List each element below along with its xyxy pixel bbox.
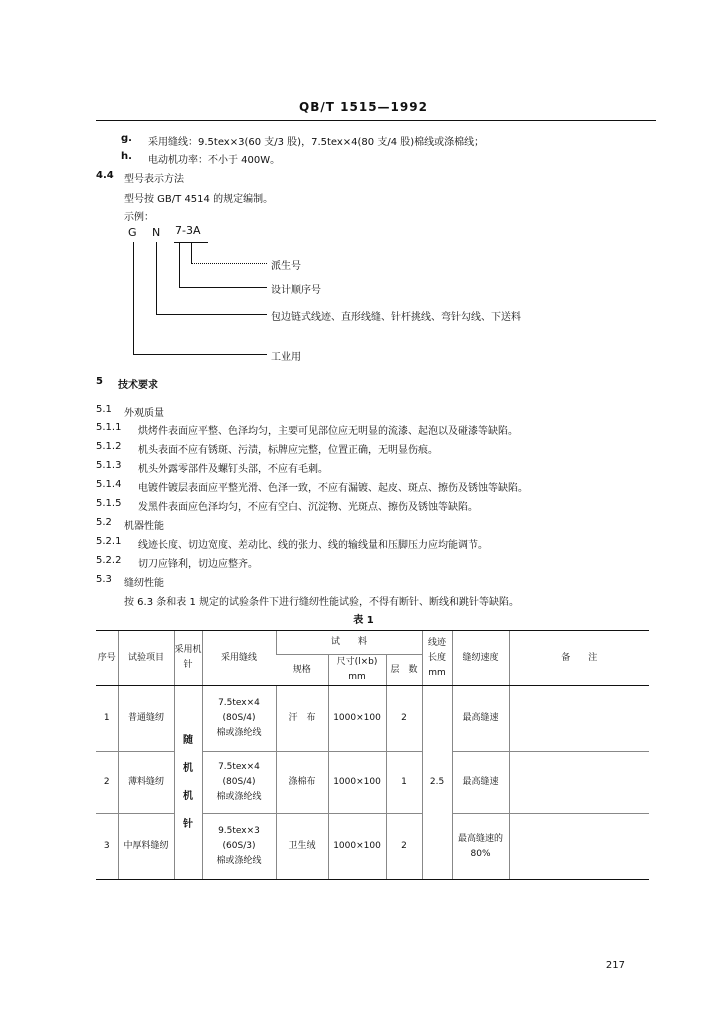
cell-remark [509, 814, 649, 880]
section-5-2-title: 机器性能 [124, 521, 164, 532]
connector-design-vertical [179, 243, 180, 287]
cell-item: 薄料缝纫 [118, 752, 174, 814]
cell-thread-line: 7.5tex×4 [218, 762, 260, 772]
header-spec: 规格 [276, 655, 328, 686]
header-thread: 采用缝线 [202, 631, 276, 686]
connector-stitch-horizontal [156, 314, 267, 315]
item-h-text: 电动机功率：不小于 400W。 [148, 155, 281, 166]
connector-industrial-horizontal [133, 354, 267, 355]
item-g-letter: g. [121, 133, 132, 144]
header-stitch-length [422, 631, 452, 686]
header-seq: 序号 [96, 631, 118, 686]
cell-thread-line: 棉或涤纶线 [216, 728, 262, 738]
page-number: 217 [605, 960, 625, 971]
cell-seq: 2 [96, 752, 118, 814]
section-4-4-number: 4.4 [96, 170, 114, 181]
cell-seq: 1 [96, 686, 118, 752]
section-5-title: 技术要求 [118, 380, 158, 391]
cell-speed-text: 最高缝速的80% [458, 833, 504, 859]
cell-speed: 最高缝速 [452, 686, 509, 752]
clause-number: 5.2.2 [96, 555, 122, 566]
clause-number: 5.1.3 [96, 460, 122, 471]
cell-layers: 2 [386, 814, 422, 880]
cell-thread-line: 7.5tex×4 [218, 698, 260, 708]
connector-stitch-vertical [156, 242, 157, 314]
cell-thread [202, 814, 276, 880]
cell-item: 中厚料缝纫 [118, 814, 174, 880]
label-design: 设计顺序号 [271, 285, 321, 296]
model-code-n: N [152, 226, 161, 239]
section-4-4-title: 型号表示方法 [124, 174, 184, 185]
cell-needle-text: 随机机针 [183, 734, 193, 830]
cell-size: 1000×100 [328, 686, 386, 752]
cell-thread [202, 752, 276, 814]
clause-number: 5.2.1 [96, 536, 122, 547]
item-h-letter: h. [121, 151, 132, 162]
connector-design-horizontal [179, 287, 267, 288]
clause-text: 切刀应锋利，切边应整齐。 [138, 559, 258, 570]
clause-text: 发黑件表面应色泽均匀，不应有空白、沉淀物、光斑点、擦伤及锈蚀等缺陷。 [138, 502, 478, 513]
table-row [96, 686, 649, 752]
section-5-1-title: 外观质量 [124, 408, 164, 419]
header-size-label: 尺寸(l×b) [336, 657, 378, 667]
clause-text: 机头外露零部件及螺钉头部，不应有毛刺。 [138, 464, 328, 475]
cell-stitch-length: 2.5 [422, 686, 452, 880]
section-4-4-line2: 示例： [124, 212, 154, 223]
cell-thread-line: (80S/4) [222, 777, 256, 787]
clause-number: 5.1.2 [96, 441, 122, 452]
label-industrial: 工业用 [271, 352, 301, 363]
section-5-2-number: 5.2 [96, 517, 112, 528]
cell-thread [202, 686, 276, 752]
header-needle: 采用机针 [174, 631, 202, 686]
header-stitch-length-unit: mm [428, 667, 446, 678]
document-header: QB/T 1515—1992 [299, 100, 428, 114]
header-size [328, 655, 386, 686]
connector-derived-horizontal [191, 263, 267, 264]
cell-needle [174, 686, 202, 880]
clause-text: 烘烤件表面应平整、色泽均匀，主要可见部位应无明显的流漆、起泡以及碰漆等缺陷。 [138, 426, 518, 437]
clause-number: 5.1.1 [96, 422, 122, 433]
model-code-number: 7-3A [175, 224, 201, 237]
header-layers: 层 数 [386, 655, 422, 686]
cell-thread-line: 9.5tex×3 [218, 826, 260, 836]
section-5-3-text: 按 6.3 条和表 1 规定的试验条件下进行缝纫性能试验，不得有断针、断线和跳针等缺陷。 [124, 597, 519, 608]
cell-layers: 1 [386, 752, 422, 814]
section-5-number: 5 [96, 376, 103, 387]
clause-number: 5.1.4 [96, 479, 122, 490]
test-conditions-table [96, 630, 649, 880]
section-5-3-number: 5.3 [96, 574, 112, 585]
cell-size: 1000×100 [328, 752, 386, 814]
section-4-4-line1: 型号按 GB/T 4514 的规定编制。 [124, 194, 274, 205]
model-code-g: G [128, 226, 137, 239]
cell-item: 普通缝纫 [118, 686, 174, 752]
cell-spec: 卫生绒 [276, 814, 328, 880]
connector-industrial-vertical [133, 242, 134, 354]
header-stitch-length-label: 线迹长度 [428, 637, 447, 663]
cell-remark [509, 686, 649, 752]
header-material: 试 料 [276, 631, 422, 655]
cell-speed [452, 814, 509, 880]
cell-size: 1000×100 [328, 814, 386, 880]
cell-thread-line: (80S/4) [222, 713, 256, 723]
header-speed: 缝纫速度 [452, 631, 509, 686]
header-rule [96, 120, 656, 121]
section-5-3-title: 缝纫性能 [124, 578, 164, 589]
cell-remark [509, 752, 649, 814]
clause-text: 线迹长度、切边宽度、差动比、线的张力、线的输线量和压脚压力应均能调节。 [138, 540, 488, 551]
table-caption: 表 1 [353, 615, 374, 626]
cell-seq: 3 [96, 814, 118, 880]
cell-layers: 2 [386, 686, 422, 752]
cell-spec: 汗 布 [276, 686, 328, 752]
clause-text: 电镀件镀层表面应平整光滑、色泽一致，不应有漏镀、起皮、斑点、擦伤及锈蚀等缺陷。 [138, 483, 528, 494]
header-item: 试验项目 [118, 631, 174, 686]
cell-speed: 最高缝速 [452, 752, 509, 814]
item-g-text: 采用缝线：9.5tex×3(60 支/3 股)，7.5tex×4(80 支/4 股)棉线或涤棉线； [148, 137, 485, 148]
cell-spec: 涤棉布 [276, 752, 328, 814]
section-5-1-number: 5.1 [96, 404, 112, 415]
connector-derived-vertical [191, 243, 192, 263]
clause-text: 机头表面不应有锈斑、污渍，标牌应完整，位置正确，无明显伤痕。 [138, 445, 438, 456]
header-size-unit: mm [348, 672, 366, 682]
clause-number: 5.1.5 [96, 498, 122, 509]
label-derived: 派生号 [271, 261, 301, 272]
header-remark: 备 注 [509, 631, 649, 686]
cell-thread-line: 棉或涤纶线 [216, 856, 262, 866]
cell-thread-line: 棉或涤纶线 [216, 792, 262, 802]
cell-thread-line: (60S/3) [222, 841, 256, 851]
label-stitch: 包边链式线迹、直形线缝、针杆挑线、弯针勾线、下送料 [271, 312, 521, 323]
